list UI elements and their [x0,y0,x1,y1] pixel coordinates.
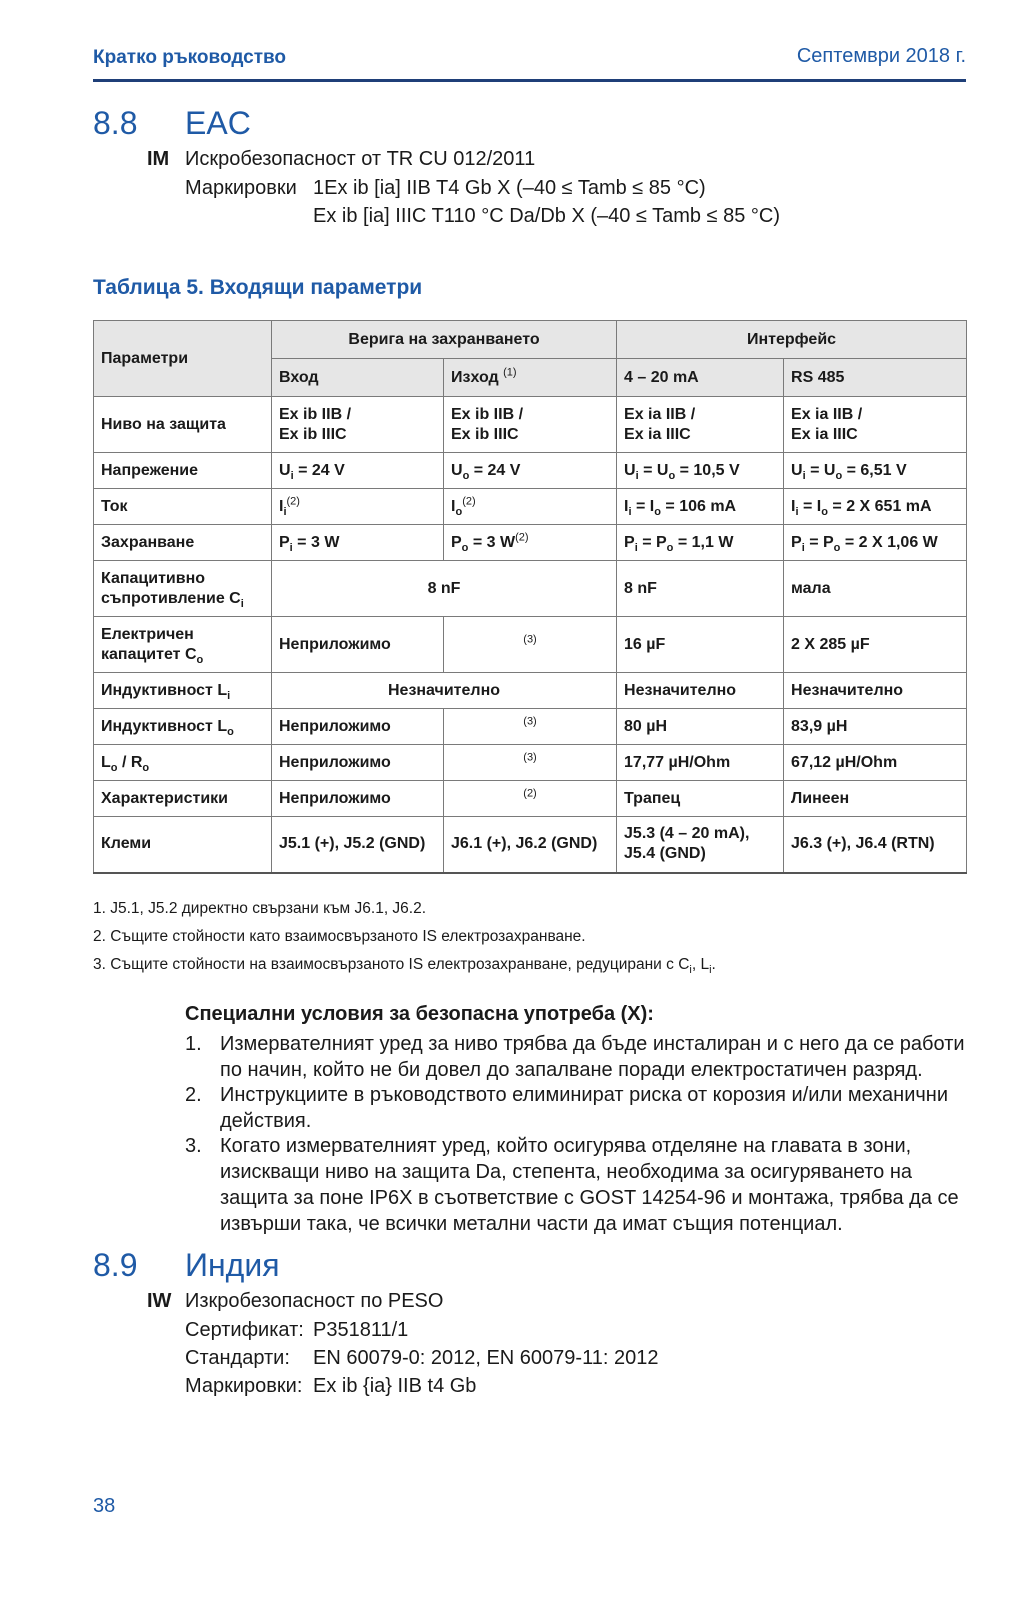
special-conditions-title: Специални условия за безопасна употреба (X): [185,1003,654,1025]
approval-description: Искробезопасност от TR CU 012/2011 [185,148,536,170]
table-cell: Незначително [784,673,967,709]
section-title: Индия [185,1247,280,1283]
row-label: $L_o / R_o$ [94,745,272,781]
table-cell: Ex ia IIB / Ex ia IIIC [617,397,784,453]
footnote-3: 3. Същите стойности на взаимосвързаното IS електрозахранване, редуцирани с $C_i$, $L_i$. [93,956,716,977]
table-cell: Ex ia IIB / Ex ia IIIC [784,397,967,453]
table-cell: $I_o^{(2)}$ [444,489,617,525]
table-header-cell: Параметри [94,321,272,397]
standards-value: EN 60079-0: 2012, EN 60079-11: 2012 [313,1347,659,1369]
table-cell: J6.1 (+), J6.2 (GND) [444,817,617,873]
table-header-cell: Верига на захранването [272,321,617,359]
certificate-label: Сертификат: [185,1319,304,1341]
row-label: Напрежение [94,453,272,489]
table-row [94,781,967,817]
table-cell: $P_o = 3$ $W^{(2)}$ [444,525,617,561]
table-row [94,709,967,745]
footnote-1: 1. J5.1, J5.2 директно свързани към J6.1, J6.2. [93,900,427,917]
table-row [94,745,967,781]
table-header-cell: 4 – 20 mA [617,359,784,397]
table-cell: 16 µF [617,617,784,673]
table-header-cell: Изход $^{(1)}$ [444,359,617,397]
table-cell: 2 X 285 µF [784,617,967,673]
table-cell: J6.3 (+), J6.4 (RTN) [784,817,967,873]
row-label: Ниво на защита [94,397,272,453]
table-cell: Незначително [272,673,617,709]
row-label: Клеми [94,817,272,873]
marking-value: Ex ib {ia} IIB t4 Gb [313,1375,477,1397]
row-label: Капацитивно съпротивление $C_i$ [94,561,272,617]
table-row [94,453,967,489]
table-cell: (3) [444,745,617,781]
table-cell: $I_i = I_o = 2$ X 651 mA [784,489,967,525]
standards-label: Стандарти: [185,1347,290,1369]
table-cell: мала [784,561,967,617]
row-label: Електричен капацитет $C_o$ [94,617,272,673]
table-row [94,489,967,525]
table-cell: $U_i = U_o = 10,5$ V [617,453,784,489]
section-title: EAC [185,105,251,141]
table-cell: Ex ib IIB / Ex ib IIIC [272,397,444,453]
table-cell: (2) [444,781,617,817]
table-cell: Неприложимо [272,617,444,673]
section-number: 8.9 [93,1247,138,1283]
marking-line-2: Ex ib [ia] IIIC T110 °C Da/Db X (–40 ≤ Tamb ≤ 85 °C) [313,205,781,227]
running-header-date: Септември 2018 г. [796,45,966,67]
list-item: 1. Измервателният уред за ниво трябва да бъде инсталиран и с него да се работи по начин, който не би довел до запалване поради електростатичен разряд. [185,1033,965,1081]
table-caption: Таблица 5. Входящи параметри [93,276,423,299]
table-cell: 80 µH [617,709,784,745]
marking-line-1: 1Ex ib [ia] IIB T4 Gb X (–40 ≤ Tamb ≤ 85 °C) [313,177,706,199]
row-label: Захранване [94,525,272,561]
table-cell: J5.3 (4 – 20 mA), J5.4 (GND) [617,817,784,873]
list-item: 3. Когато измервателният уред, който осигурява отделяне на главата в зони, изискващи ниво на защита Da, степента, необходима за осигуряването на защита за поне IP6X в съответствие с GOST 14254-96 и монтажа, трябва да се извърши така, че всички метални части да имат същия потенциал. [185,1135,959,1235]
row-label: Индуктивност $L_i$ [94,673,272,709]
table-row [94,673,967,709]
table-cell: Ex ib IIB / Ex ib IIIC [444,397,617,453]
table-header-cell: RS 485 [784,359,967,397]
table-cell: (3) [444,709,617,745]
table-header-cell: Вход [272,359,444,397]
certificate-value: P351811/1 [313,1319,409,1341]
table-cell: $U_o = 24$ V [444,453,617,489]
approval-code: IM [147,148,170,170]
table-cell: $P_i = P_o = 1,1$ W [617,525,784,561]
table-cell: $P_i = 3$ W [272,525,444,561]
row-label: Ток [94,489,272,525]
section-number: 8.8 [93,105,138,141]
table-cell: 8 nF [617,561,784,617]
table-cell: 67,12 µH/Ohm [784,745,967,781]
table-row [94,561,967,617]
table-cell: $I_i = I_o = 106$ mA [617,489,784,525]
page-number: 38 [93,1495,116,1517]
table-row [94,617,967,673]
section-heading-8-8 [93,105,251,142]
table-cell: $I_i^{(2)}$ [272,489,444,525]
table-header-cell: Интерфейс [617,321,967,359]
row-label: Характеристики [94,781,272,817]
running-header-title: Кратко ръководство [93,47,287,68]
table-cell: 17,77 µH/Ohm [617,745,784,781]
table-cell: J5.1 (+), J5.2 (GND) [272,817,444,873]
header-divider [93,79,966,82]
approval-code: IW [147,1290,172,1312]
table-row [94,525,967,561]
list-item: 2. Инструкциите в ръководството елиминират риска от корозия и/или механични действия. [185,1084,949,1132]
table-row [94,817,967,873]
table-cell: (3) [444,617,617,673]
footnote-2: 2. Същите стойности като взаимосвързаното IS електрозахранване. [93,928,586,945]
section-heading-8-9 [93,1247,280,1284]
table-cell: Неприложимо [272,709,444,745]
marking-label: Маркировки [185,177,297,199]
table-cell: $U_i = U_o = 6,51$ V [784,453,967,489]
table-cell: Линеен [784,781,967,817]
table-cell: Неприложимо [272,745,444,781]
table-cell: $U_i = 24$ V [272,453,444,489]
table-row [94,397,967,453]
table-cell: Неприложимо [272,781,444,817]
table-cell: 83,9 µH [784,709,967,745]
table-cell: 8 nF [272,561,617,617]
input-parameters-table [93,320,967,874]
approval-description: Изкробезопасност по PESO [185,1290,444,1312]
table-cell: Трапец [617,781,784,817]
row-label: Индуктивност $L_o$ [94,709,272,745]
table-cell: $P_i = P_o = 2$ X 1,06 W [784,525,967,561]
table-cell: Незначително [617,673,784,709]
marking-label: Маркировки: [185,1375,303,1397]
